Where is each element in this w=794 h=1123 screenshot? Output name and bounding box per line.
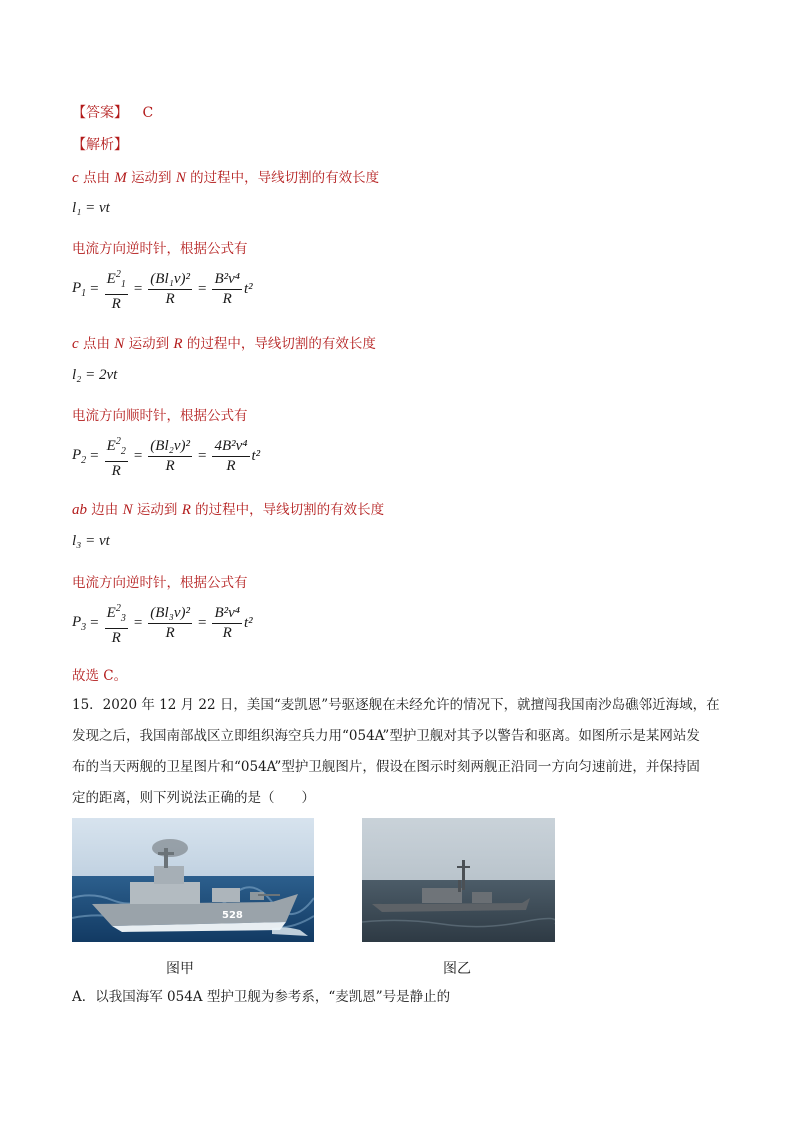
question-line-3: 布的当天两舰的卫星图片和“054A”型护卫舰图片，假设在图示时刻两舰正沿同一方向匀速前进，并保持固 xyxy=(72,759,700,775)
step3-post: 的过程中，导线切割的有效长度 xyxy=(195,502,385,518)
var-to: N xyxy=(175,170,186,186)
option-a: A．以我国海军 054A 型护卫舰为参考系，“麦凯恩”号是静止的 xyxy=(72,989,451,1005)
hull-number: 528 xyxy=(222,910,243,921)
frac-right: $\frac{\text{B²v⁴}}{R}$ xyxy=(214,605,240,641)
frac-e: $\frac{E^2_2}{R}$ xyxy=(105,433,128,480)
frac-mid: $\frac{\text{(Bl₂v)²}}{R}$ xyxy=(150,438,190,474)
step1-mid: 运动到 xyxy=(131,170,172,186)
lhs: $P_3$ xyxy=(72,614,87,633)
length-formula-3: l₃ = vt xyxy=(72,533,110,549)
var-from: N xyxy=(122,502,133,518)
answer-line xyxy=(72,102,153,122)
step1-pre: 点由 xyxy=(82,170,110,186)
step1-text xyxy=(72,166,379,187)
var-to: R xyxy=(173,336,183,352)
step2-pre: 点由 xyxy=(82,336,110,352)
direction-1: 电流方向逆时针，根据公式有 xyxy=(72,241,248,257)
var-ab: ab xyxy=(72,502,87,518)
step3-mid: 运动到 xyxy=(136,502,178,518)
step3-text xyxy=(72,498,384,519)
length-formula-1: l₁ = vt xyxy=(72,200,110,216)
step3-pre: 边由 xyxy=(91,502,119,518)
frac-right: $\frac{\text{4B²v⁴}}{R}$ xyxy=(214,438,248,474)
var-from: M xyxy=(114,170,127,186)
var-to: R xyxy=(181,502,191,518)
var-c: c xyxy=(72,170,79,186)
caption-figure-a: 图甲 xyxy=(166,961,194,977)
answer-value: C xyxy=(142,105,154,121)
answer-label: 【答案】 xyxy=(72,105,128,121)
power-equation-1: $P_1$ = $\frac{E^2_1}{R}$ = $\frac{\text{(Bl₁v)²}}{R}$ = $\frac{\text{B²v⁴}}{R}$ t² xyxy=(72,266,253,313)
question-line-1: 15．2020 年 12 月 22 日，美国“麦凯恩”号驱逐舰在未经允许的情况下，就擅闯我国南沙岛礁邻近海域，在 xyxy=(72,697,720,713)
conclusion: 故选 C。 xyxy=(72,668,128,684)
lhs: $P_1$ xyxy=(72,280,87,299)
frigate-photo xyxy=(72,818,314,942)
question-line-4: 定的距离，则下列说法正确的是（ ） xyxy=(72,790,315,806)
var-c: c xyxy=(72,336,79,352)
power-equation-2: $P_2$ = $\frac{E^2_2}{R}$ = $\frac{\text{(Bl₂v)²}}{R}$ = $\frac{\text{4B²v⁴}}{R}$ t² xyxy=(72,433,260,480)
caption-figure-b: 图乙 xyxy=(443,961,471,977)
lhs: $P_2$ xyxy=(72,447,87,466)
var-from: N xyxy=(114,336,125,352)
step2-post: 的过程中，导线切割的有效长度 xyxy=(186,336,376,352)
direction-2: 电流方向顺时针，根据公式有 xyxy=(72,408,248,424)
frac-mid: $\frac{\text{(Bl₃v)²}}{R}$ xyxy=(150,605,190,641)
frac-e: $\frac{E^2_1}{R}$ xyxy=(105,266,128,313)
question-line-2: 发现之后，我国南部战区立即组织海空兵力用“054A”型护卫舰对其予以警告和驱离。如图所示是某网站发 xyxy=(72,728,700,744)
frac-mid: $\frac{\text{(Bl₁v)²}}{R}$ xyxy=(150,271,190,307)
step1-post: 的过程中，导线切割的有效长度 xyxy=(190,170,380,186)
step2-mid: 运动到 xyxy=(128,336,170,352)
power-equation-3: $P_3$ = $\frac{E^2_3}{R}$ = $\frac{\text{(Bl₃v)²}}{R}$ = $\frac{\text{B²v⁴}}{R}$ t² xyxy=(72,600,253,647)
analysis-label: 【解析】 xyxy=(72,137,128,153)
frac-right: $\frac{\text{B²v⁴}}{R}$ xyxy=(214,271,240,307)
direction-3: 电流方向逆时针，根据公式有 xyxy=(72,575,248,591)
length-formula-2: l₂ = 2vt xyxy=(72,367,118,383)
destroyer-photo xyxy=(362,818,555,942)
frac-e: $\frac{E^2_3}{R}$ xyxy=(105,600,128,647)
step2-text xyxy=(72,332,376,353)
